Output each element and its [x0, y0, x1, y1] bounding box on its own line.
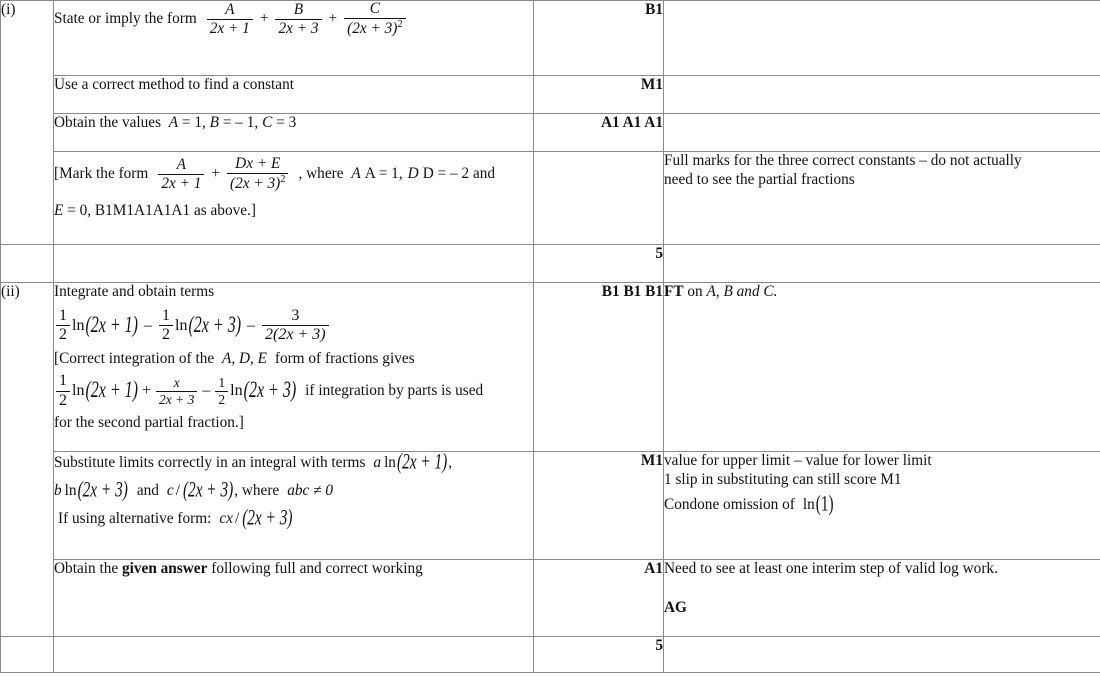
- fraction-denominator: [227, 173, 288, 192]
- fraction-x-over-2x3: [156, 376, 197, 407]
- ln-operator: ln: [802, 496, 815, 514]
- comment-line-ag: AG: [664, 598, 687, 616]
- mark-cell-m1: [534, 76, 664, 114]
- variable-b: B: [209, 114, 220, 131]
- variable-d: D: [407, 164, 419, 182]
- mark-cell-a1a1a1: [534, 114, 664, 152]
- fraction-denominator: [344, 18, 405, 37]
- fraction-denominator: 2(2x + 3): [262, 325, 329, 344]
- value-b: = – 1,: [222, 114, 259, 131]
- bracket-note-line-3: for the second partial fraction.]: [54, 413, 244, 431]
- solution-cell-mark-the-form: [54, 152, 534, 245]
- alternative-form-lead: If using alternative form:: [58, 509, 212, 527]
- parenthesized-arg-2x3: (2x + 3): [243, 378, 297, 404]
- solution-cell-correct-method: [54, 76, 534, 114]
- subtotal-text: 5: [655, 245, 663, 262]
- parenthesized-arg-2x1: (2x + 1): [85, 313, 139, 338]
- division-slash: /: [234, 509, 240, 527]
- value-a: = 1,: [181, 114, 206, 131]
- plus-operator: +: [259, 9, 269, 27]
- solution-line-1: [54, 449, 533, 475]
- comment-variables: A, B and C.: [706, 283, 778, 300]
- mark-cell-subtotal-5: [534, 637, 664, 673]
- parenthesized-arg-2x3: (2x + 3): [182, 477, 234, 503]
- solution-cell-empty: [54, 245, 534, 283]
- comment-cell-log-work: [664, 560, 1100, 637]
- where-clause: , where: [234, 481, 280, 499]
- comment-cell-empty: [664, 114, 1100, 152]
- comment-line-2: 1 slip in substituting can still score M1: [664, 470, 902, 488]
- ln-operator: ln: [175, 317, 188, 335]
- mark-cell-b1: [534, 1, 664, 76]
- solution-text-lead: Integrate and obtain terms: [54, 283, 215, 300]
- part-label-text: (ii): [1, 283, 20, 300]
- value-a: A = 1,: [364, 164, 403, 182]
- parenthesized-arg-2x3: (2x + 3): [77, 477, 128, 503]
- table-row: [1, 560, 1100, 637]
- fraction-3-over-2-2x3: [262, 308, 329, 345]
- table-row: [1, 452, 1100, 560]
- exponent: 2: [397, 19, 403, 31]
- fraction-numerator: 1: [59, 306, 67, 324]
- fraction-numerator: B: [293, 0, 304, 18]
- plus-operator: +: [142, 382, 152, 400]
- solution-cell-state-form: [54, 1, 534, 76]
- comment-cell-empty: [664, 245, 1100, 283]
- comment-line-2: need to see the partial fractions: [664, 170, 855, 188]
- solution-text-post: following full and correct working: [211, 560, 423, 577]
- variable-c: C: [262, 114, 273, 131]
- math-alternative-integral: [54, 373, 533, 410]
- solution-text-lead: Obtain the values: [54, 114, 162, 131]
- table-row: [1, 114, 1100, 152]
- part-cell-blank: [1, 245, 54, 283]
- comment-cell-full-marks: [664, 152, 1100, 245]
- fraction-c-over-2x3-squared: [344, 1, 405, 37]
- ln-operator: ln: [384, 454, 396, 472]
- part-label-text: (i): [1, 1, 16, 18]
- table-row-subtotal: [1, 245, 1100, 283]
- solution-text-pre: Obtain the: [54, 560, 119, 577]
- solution-text-lead: State or imply the form: [54, 9, 197, 27]
- value-c: = 3: [276, 114, 297, 131]
- comment-bold-ft: FT: [664, 283, 684, 300]
- fraction-numerator: 1: [162, 306, 171, 324]
- fraction-numerator: A: [176, 155, 187, 173]
- fraction-numerator: 1: [59, 371, 67, 389]
- minus-operator: –: [144, 317, 153, 335]
- solution-text-tail: = 0, B1M1A1A1A1 as above.]: [67, 202, 256, 220]
- comment-cell-empty: [664, 637, 1100, 673]
- mark-cell-subtotal-5: [534, 245, 664, 283]
- variable-a: A: [351, 164, 361, 182]
- comment-line-1: Need to see at least one interim step of valid log work.: [664, 560, 998, 577]
- solution-cell-substitute-limits: [54, 449, 534, 560]
- minus-operator: –: [202, 382, 211, 400]
- fraction-a-over-2x1: [158, 157, 204, 192]
- comment-text-pre: Condone omission of: [664, 496, 795, 514]
- minus-operator: –: [247, 317, 256, 335]
- fraction-denominator: 2x + 3: [156, 391, 197, 407]
- fraction-numerator: 1: [218, 374, 226, 390]
- solution-cell-integrate-terms: [54, 283, 534, 452]
- fraction-one-half: [56, 373, 70, 410]
- fraction-denominator: 2x + 3: [275, 19, 321, 37]
- solution-text-pre: Substitute limits correctly in an integral with terms: [54, 454, 366, 472]
- fraction-numerator: A: [225, 0, 235, 18]
- variable-a: A: [168, 114, 179, 131]
- ln-operator: ln: [230, 382, 243, 400]
- mark-text: M1: [640, 452, 663, 469]
- where-word: , where: [298, 164, 344, 182]
- denominator-base: (2x + 3): [230, 175, 281, 193]
- table-row: [1, 152, 1100, 245]
- mark-text: B1: [645, 1, 663, 18]
- comment-text-on: on: [687, 283, 703, 300]
- fraction-numerator: Dx + E: [235, 155, 281, 172]
- comment-line-1: Full marks for the three correct constants – do not actually: [664, 152, 1022, 169]
- fraction-one-half: [215, 376, 228, 407]
- fraction-dxe-over-2x3-squared: [227, 156, 288, 192]
- solution-cell-given-answer: [54, 560, 534, 637]
- fraction-denominator: 2: [215, 391, 228, 407]
- solution-text-lead: [Mark the form: [54, 164, 149, 182]
- math-alt-tail-text: if integration by parts is used: [305, 381, 484, 399]
- bracket-note-variables: A, D, E: [221, 350, 268, 368]
- exponent: 2: [280, 174, 286, 186]
- comment-cell-empty: [664, 1, 1100, 76]
- solution-cell-empty: [54, 637, 534, 673]
- mark-text: A1: [644, 560, 663, 577]
- ln-operator: ln: [64, 481, 77, 499]
- comment-cell-empty: [664, 76, 1100, 114]
- comma: ,: [448, 454, 453, 472]
- fraction-b-over-2x3: [275, 2, 321, 37]
- bracket-note-post: form of fractions gives: [274, 350, 415, 368]
- solution-cell-obtain-values: [54, 114, 534, 152]
- parenthesized-arg-2x3: (2x + 3): [188, 313, 242, 338]
- bracket-note-line-1: [54, 350, 533, 369]
- math-main-integral-result: [54, 308, 533, 345]
- mark-cell-b1b1b1: [534, 283, 664, 452]
- fraction-numerator: x: [173, 374, 180, 390]
- parenthesized-arg-2x1: (2x + 1): [396, 449, 448, 475]
- comment-line-1: value for upper limit – value for lower limit: [664, 452, 932, 469]
- comment-cell-limits-guidance: [664, 452, 1100, 560]
- mark-cell-a1: [534, 560, 664, 637]
- fraction-denominator: 2: [56, 391, 70, 410]
- part-label-ii: [1, 283, 54, 637]
- mark-cell-empty: [534, 152, 664, 245]
- fraction-a-over-2x1: [207, 2, 253, 37]
- solution-text-bold: given answer: [121, 560, 208, 577]
- ln-operator: ln: [72, 317, 85, 335]
- mark-cell-m1: [534, 452, 664, 560]
- solution-line-3: [54, 505, 533, 531]
- parenthesized-arg-1: (1): [815, 492, 834, 517]
- part-cell-blank: [1, 637, 54, 673]
- subtotal-text: 5: [655, 637, 663, 654]
- parenthesized-arg-2x1: (2x + 1): [85, 378, 139, 404]
- fraction-denominator: 2x + 1: [207, 19, 253, 37]
- table-row: [1, 76, 1100, 114]
- plus-operator: +: [328, 9, 338, 27]
- plus-operator: +: [211, 164, 221, 182]
- ln-operator: ln: [72, 382, 85, 400]
- condition-abc: abc ≠ 0: [287, 481, 334, 499]
- value-d: D = – 2 and: [422, 164, 496, 182]
- expression-cx: cx: [219, 509, 233, 527]
- coefficient-c: c: [166, 481, 174, 499]
- parenthesized-arg-2x3: (2x + 3): [242, 505, 293, 531]
- conjunction-and: and: [136, 481, 159, 499]
- denominator-base: (2x + 3): [347, 20, 398, 38]
- fraction-one-half: [159, 308, 173, 345]
- part-label-i: [1, 1, 54, 245]
- table-row-subtotal: [1, 637, 1100, 673]
- comment-cell-ft: [664, 283, 1100, 452]
- division-slash: /: [175, 481, 180, 499]
- table-row: [1, 1, 1100, 76]
- fraction-one-half: [56, 308, 70, 345]
- fraction-numerator: 3: [291, 306, 300, 324]
- variable-e: E: [54, 202, 64, 220]
- fraction-numerator: C: [369, 0, 380, 17]
- bracket-note-pre: [Correct integration of the: [54, 350, 215, 368]
- solution-line-2: [54, 477, 533, 503]
- table-row: [1, 283, 1100, 452]
- coefficient-a: a: [373, 454, 382, 472]
- coefficient-b: b: [54, 481, 62, 499]
- mark-text: M1: [640, 76, 663, 93]
- fraction-denominator: 2: [159, 325, 173, 344]
- mark-text: A1 A1 A1: [600, 114, 663, 131]
- fraction-denominator: 2: [56, 325, 70, 344]
- mark-text: B1 B1 B1: [601, 283, 663, 300]
- solution-text: Use a correct method to find a constant: [54, 76, 294, 93]
- comment-line-3: [664, 492, 1100, 517]
- fraction-denominator: 2x + 1: [158, 174, 204, 192]
